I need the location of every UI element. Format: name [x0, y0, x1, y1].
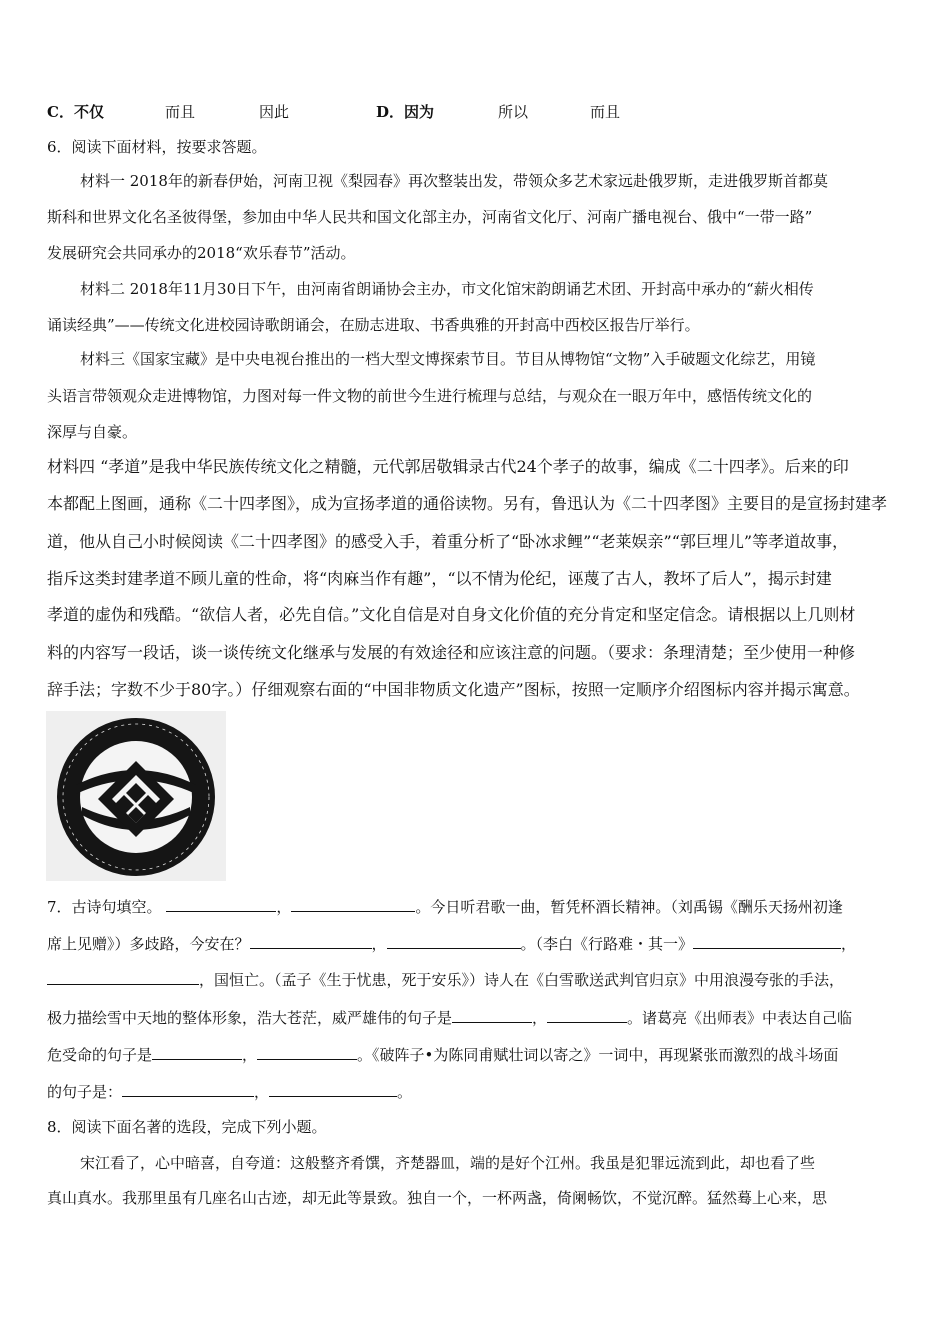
material-4-line: 料的内容写一段话，谈一谈传统文化继承与发展的有效途径和应该注意的问题。（要求：条理清楚；至少使用一种修	[47, 643, 856, 662]
question-7-text: 的句子是：	[47, 1083, 123, 1101]
question-6-heading: 6．阅读下面材料，按要求答题。	[47, 138, 267, 156]
answer-blank[interactable]	[291, 897, 415, 912]
punctuation: 。	[397, 1083, 413, 1101]
answer-blank[interactable]	[47, 970, 199, 985]
material-1-line: 发展研究会共同承办的2018“欢乐春节”活动。	[47, 244, 356, 262]
question-7-heading: 7．古诗句填空。	[47, 898, 162, 916]
question-7-text: 。今日听君歌一曲，暂凭杯酒长精神。（刘禹锡《酬乐天扬州初逢	[415, 898, 843, 916]
punctuation: ，	[242, 1046, 258, 1064]
punctuation: ，	[841, 935, 857, 953]
material-3-line: 头语言带领观众走进博物馆，力图对每一件文物的前世今生进行梳理与总结，与观众在一眼万年中，感悟传统文化的	[47, 387, 813, 405]
passage-line: 宋江看了，心中暗喜，自夸道：这般整齐肴馔，齐楚器皿，端的是好个江州。我虽是犯罪远流到此，却也看了些	[80, 1154, 816, 1172]
answer-blank[interactable]	[250, 934, 372, 949]
answer-blank[interactable]	[387, 934, 521, 949]
punctuation: ，	[371, 935, 387, 953]
question-8-heading: 8．阅读下面名著的选段，完成下列小题。	[47, 1118, 327, 1136]
material-4-line: 指斥这类封建孝道不顾儿童的性命，将“肉麻当作有趣”，“以不情为伦纪，诬蔑了古人，教坏了后人”，揭示封建	[47, 569, 832, 588]
question-7-text: 极力描绘雪中天地的整体形象，浩大苍茫，威严雄伟的句子是	[47, 1009, 453, 1027]
question-7-text: 。诸葛亮《出师表》中表达自己临	[627, 1009, 853, 1027]
passage-line: 真山真水。我那里虽有几座名山古迹，却无此等景致。独自一个，一杯两盏，倚阑畅饮，不觉沉醉。猛然蓦上心来，思	[47, 1189, 828, 1207]
material-4-line: 本都配上图画，通称《二十四孝图》，成为宣扬孝道的通俗读物。另有，鲁迅认为《二十四孝图》主要目的是宣扬封建孝	[47, 494, 888, 513]
material-2-line: 材料二 2018年11月30日下午，由河南省朗诵协会主办，市文化馆宋韵朗诵艺术团、开封高中承办的“薪火相传	[80, 280, 814, 298]
material-3-line: 材料三《国家宝藏》是中央电视台推出的一档大型文博探索节目。节目从博物馆“文物”入手破题文化综艺，用镜	[80, 350, 816, 368]
question-7-text: 席上见赠》）多歧路，今安在？	[47, 935, 250, 953]
answer-blank[interactable]	[122, 1082, 254, 1097]
question-7-line-3	[47, 970, 917, 990]
material-4-line: 孝道的虚伪和残酷。“欲信人者，必先自信。”文化自信是对自身文化价值的充分肯定和坚定信念。请根据以上几则材	[47, 605, 856, 624]
answer-blank[interactable]	[693, 934, 841, 949]
answer-blank[interactable]	[452, 1008, 532, 1023]
question-7-line-2	[47, 934, 917, 954]
material-2-line: 诵读经典”——传统文化进校园诗歌朗诵会，在励志进取、书香典雅的开封高中西校区报告厅举行。	[47, 316, 700, 334]
material-1-line: 材料一 2018年的新春伊始，河南卫视《梨园春》再次整装出发，带领众多艺术家远赴俄罗斯，走进俄罗斯首都莫	[80, 172, 828, 190]
intangible-heritage-logo	[46, 711, 226, 881]
option-d-word-3: 而且	[590, 103, 621, 121]
option-d-word-2: 所以	[498, 103, 529, 121]
option-c-label: C．不仅	[47, 103, 104, 121]
question-7-line-5	[47, 1045, 917, 1065]
answer-blank[interactable]	[547, 1008, 627, 1023]
material-1-line: 斯科和世界文化名圣彼得堡，参加由中华人民共和国文化部主办，河南省文化厅、河南广播电视台、俄中“一带一路”	[47, 208, 813, 226]
answer-blank[interactable]	[152, 1045, 242, 1060]
question-7-line-4	[47, 1008, 917, 1028]
question-7-line-6	[47, 1082, 917, 1102]
punctuation: ，	[532, 1009, 548, 1027]
question-7-line-1	[47, 897, 917, 917]
material-3-line: 深厚与自豪。	[47, 423, 138, 441]
answer-blank[interactable]	[166, 897, 276, 912]
question-7-text: 危受命的句子是	[47, 1046, 153, 1064]
punctuation: ，	[254, 1083, 270, 1101]
material-4-line: 道，他从自己小时候阅读《二十四孝图》的感受入手，着重分析了“卧冰求鲤”“老莱娱亲”“郭巨埋儿”等孝道故事，	[47, 532, 849, 551]
material-4-line: 材料四 “孝道”是我中华民族传统文化之精髓，元代郭居敬辑录古代24个孝子的故事，编成《二十四孝》。后来的印	[47, 457, 849, 476]
option-c-word-2: 而且	[165, 103, 196, 121]
answer-blank[interactable]	[257, 1045, 357, 1060]
question-7-text: ，国恒亡。（孟子《生于忧患，死于安乐》）诗人在《白雪歌送武判官归京》中用浪漫夸张的手法，	[199, 971, 845, 989]
question-7-text: 。（李白《行路难・其一》	[520, 935, 694, 953]
punctuation: ，	[276, 898, 292, 916]
option-c-word-3: 因此	[259, 103, 290, 121]
option-d-label: D．因为	[376, 103, 435, 121]
question-7-text: 。《破阵子•为陈同甫赋壮词以寄之》一词中，再现紧张而激烈的战斗场面	[357, 1046, 839, 1064]
material-4-line: 辞手法；字数不少于80字。）仔细观察右面的“中国非物质文化遗产”图标，按照一定顺序介绍图标内容并揭示寓意。	[47, 680, 860, 699]
answer-blank[interactable]	[269, 1082, 397, 1097]
